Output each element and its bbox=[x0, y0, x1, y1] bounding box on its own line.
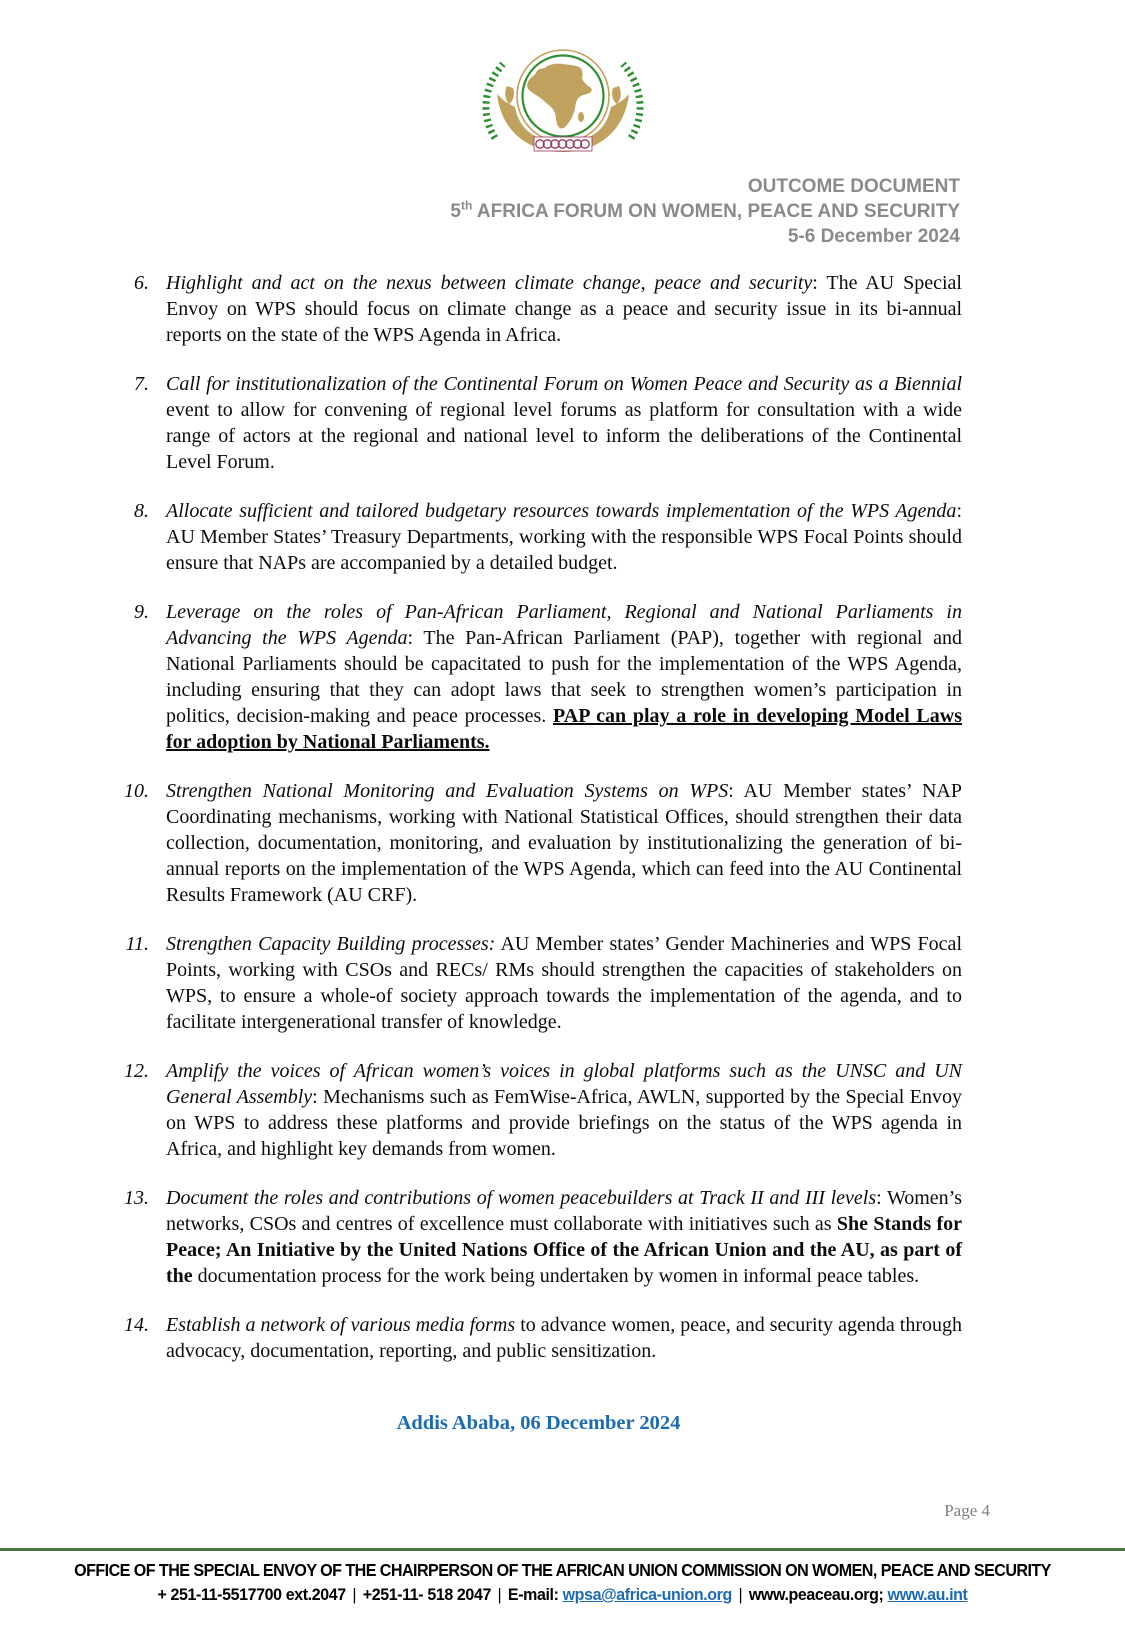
text-segment: Call for institutionalization of the Continental Forum on Women Peace and Security as a Biennial bbox=[166, 373, 962, 395]
item-text bbox=[166, 1185, 962, 1289]
footer-text: +251-11- 518 2047 bbox=[362, 1585, 491, 1604]
text-segment: Strengthen National Monitoring and Evaluation Systems on WPS bbox=[166, 780, 729, 802]
footer-separator: | bbox=[497, 1585, 502, 1604]
text-segment: PAP can play a role in developing Model Laws for adoption by National Parliaments. bbox=[166, 705, 962, 753]
item-number: 8. bbox=[134, 500, 149, 522]
text-segment: Strengthen Capacity Building processes: bbox=[166, 933, 496, 955]
footer-text: E-mail: bbox=[507, 1585, 563, 1604]
text-segment: Establish a network of various media forms bbox=[166, 1314, 516, 1336]
footer-contact-line bbox=[34, 1585, 1092, 1605]
text-segment: : The Pan-African Parliament (PAP), together with regional and National Parliaments should be capacitated to push for the implementation of the WPS Agenda, including ensuring that they can adopt laws that seek to strengthen women’s participation in politics, decision-making and peace processes. bbox=[166, 627, 963, 727]
text-segment: : Women’s networks, CSOs and centres of excellence must collaborate with initiatives such as bbox=[166, 1187, 963, 1235]
list-item bbox=[115, 599, 962, 755]
item-text bbox=[166, 498, 962, 576]
item-number: 9. bbox=[134, 601, 149, 623]
header-subtitle: 5th AFRICA FORUM ON WOMEN, PEACE AND SECURITY bbox=[450, 198, 960, 222]
item-number: 13. bbox=[124, 1187, 149, 1209]
resolution-list bbox=[115, 270, 962, 1364]
item-number: 11. bbox=[125, 933, 149, 955]
text-segment: : The AU Special Envoy on WPS should focus on climate change as a peace and security issue in its bi-annual reports on the state of the WPS Agenda in Africa. bbox=[166, 272, 962, 346]
closing-line: Addis Ababa, 06 December 2024 bbox=[396, 1412, 681, 1434]
ordinal-superscript: th bbox=[461, 198, 473, 213]
list-item bbox=[115, 931, 962, 1035]
item-number: 10. bbox=[124, 780, 149, 802]
text-segment: Allocate sufficient and tailored budgetary resources towards implementation of the WPS Agenda bbox=[166, 500, 957, 522]
header-date: 5-6 December 2024 bbox=[787, 226, 960, 247]
footer-text: www.peaceau.org; bbox=[748, 1585, 888, 1604]
text-segment: She Stands for Peace; An Initiative by the United Nations Office of the African Union and the AU, as part of the bbox=[166, 1213, 962, 1287]
right-thumb bbox=[612, 86, 621, 104]
item-number: 14. bbox=[124, 1314, 149, 1336]
left-thumb bbox=[505, 86, 514, 104]
text-segment: : AU Member states’ NAP Coordinating mechanisms, working with National Statistical Offices, should strengthen their data collection, documentation, monitoring, and evaluation by institutionalizing the generation of bi-annual reports on the implementation of the WPS Agenda, which can feed into the AU Continental Results Framework (AU CRF). bbox=[166, 780, 962, 906]
list-item bbox=[115, 1185, 962, 1289]
text-segment: documentation process for the work being undertaken by women in informal peace tables. bbox=[197, 1265, 920, 1287]
text-segment: event to allow for convening of regional level forums as platform for consultation with a wide range of actors at the regional and national level to inform the deliberations of the Continental Level Forum. bbox=[166, 399, 962, 473]
header-title: OUTCOME DOCUMENT bbox=[747, 176, 960, 197]
list-item bbox=[115, 498, 962, 576]
au-emblem-icon bbox=[473, 38, 653, 170]
text-segment: AU Member states’ Gender Machineries and WPS Focal Points, working with CSOs and RECs/ RMs should strengthen the capacities of stakeholders on WPS, to ensure a whole-of society approach towards the implementation of the agenda, and to facilitate intergenerational transfer of knowledge. bbox=[166, 933, 962, 1033]
document-header bbox=[450, 174, 960, 249]
list-item bbox=[115, 778, 962, 908]
footer-separator: | bbox=[352, 1585, 357, 1604]
item-text bbox=[166, 1312, 962, 1364]
item-text bbox=[166, 778, 962, 908]
text-segment: : Mechanisms such as FemWise-Africa, AWLN, supported by the Special Envoy on WPS to address these platforms and provide briefings on the status of the WPS agenda in Africa, and highlight key demands from women. bbox=[166, 1086, 962, 1160]
footer-office-line: OFFICE OF THE SPECIAL ENVOY OF THE CHAIRPERSON OF THE AFRICAN UNION COMMISSION ON WOMEN, PEACE AND SECURITY bbox=[74, 1560, 1051, 1580]
list-item bbox=[115, 270, 962, 348]
footer-text: + 251-11-5517700 ext.2047 bbox=[157, 1585, 346, 1604]
footer-separator: | bbox=[738, 1585, 743, 1604]
au-logo bbox=[473, 38, 653, 175]
text-segment: Highlight and act on the nexus between climate change, peace and security bbox=[166, 272, 813, 294]
list-item bbox=[115, 1058, 962, 1162]
item-text bbox=[166, 371, 962, 475]
footer-link[interactable]: www.au.int bbox=[887, 1585, 968, 1604]
text-segment: Document the roles and contributions of women peacebuilders at Track II and III levels bbox=[166, 1187, 877, 1209]
footer bbox=[0, 1560, 1125, 1605]
item-text bbox=[166, 931, 962, 1035]
list-item bbox=[115, 371, 962, 475]
text-segment: : AU Member States’ Treasury Departments, working with the responsible WPS Focal Points should ensure that NAPs are accompanied by a detailed budget. bbox=[166, 500, 962, 574]
item-number: 6. bbox=[134, 272, 149, 294]
text-segment: Amplify the voices of African women’s voices in global platforms such as the UNSC and UN General Assembly bbox=[166, 1060, 962, 1108]
madagascar bbox=[578, 112, 584, 122]
item-text bbox=[166, 1058, 962, 1162]
footer-divider bbox=[0, 1548, 1125, 1551]
page-number: Page 4 bbox=[944, 1501, 990, 1520]
content-area bbox=[115, 270, 962, 1436]
item-text bbox=[166, 270, 962, 348]
text-segment: to advance women, peace, and security agenda through advocacy, documentation, reporting, and public sensitization. bbox=[166, 1314, 962, 1362]
item-text bbox=[166, 599, 962, 755]
text-segment: Leverage on the roles of Pan-African Parliament, Regional and National Parliaments in Advancing the WPS Agenda bbox=[166, 601, 962, 649]
item-number: 12. bbox=[124, 1060, 149, 1082]
item-number: 7. bbox=[134, 373, 149, 395]
footer-link[interactable]: wpsa@africa-union.org bbox=[562, 1585, 732, 1604]
list-item bbox=[115, 1312, 962, 1364]
